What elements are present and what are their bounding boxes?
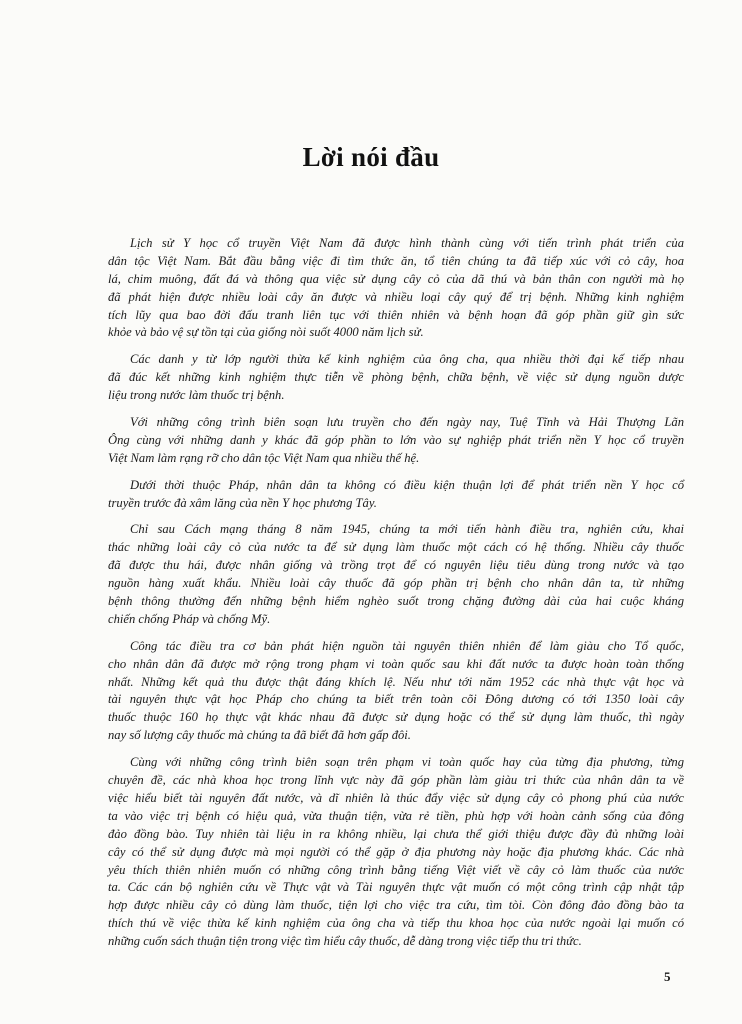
text-line: chiến chống Pháp và chống Mỹ. (108, 611, 271, 626)
text-line: nhất. Những kết quả thu được thật đáng khích lệ. Nếu như tới năm 1952 các nhà thực vật học và (108, 674, 684, 689)
text-line: thích thú về việc thừa kế kinh nghiệm của ông cha và tiếp thu khoa học của nước ngoài lại muốn có (108, 916, 684, 931)
text-line: liệu trong nước làm thuốc trị bệnh. (108, 388, 285, 403)
text-line: Việt Nam làm rạng rỡ cho dân tộc Việt Nam qua nhiều thế hệ. (108, 450, 420, 465)
text-line: Dưới thời thuộc Pháp, nhân dân ta không có điều kiện thuận lợi để phát triển nền Y học cổ (130, 477, 684, 492)
paragraph (108, 638, 684, 745)
preface-body (108, 235, 684, 960)
text-line: chuyên đề, các nhà khoa học trong lĩnh vực này đã góp phần làm giàu tri thức của nhân dân ta về (108, 773, 684, 788)
text-line: Ông cùng với những danh y khác đã góp phần to lớn vào sự nghiệp phát triển nền Y học cổ truyền (108, 432, 684, 447)
text-line: truyền trước đà xâm lăng của nền Y học phương Tây. (108, 495, 377, 510)
text-line: lá, chim muông, đất đá và thông qua việc sử dụng cây cỏ của dã thú và bản thân con người mà họ (108, 271, 684, 286)
paragraph (108, 754, 684, 951)
text-line: Cùng với những công trình biên soạn trên phạm vi toàn quốc hay của từng địa phương, từng (130, 755, 684, 770)
text-line: Chỉ sau Cách mạng tháng 8 năm 1945, chúng ta mới tiến hành điều tra, nghiên cứu, khai (130, 522, 684, 537)
paragraph (108, 235, 684, 342)
text-line: Các danh y từ lớp người thừa kế kinh nghiệm của ông cha, qua nhiều thời đại kế tiếp nhau (130, 352, 684, 367)
paragraph (108, 414, 684, 468)
text-line: những cuốn sách thuận tiện trong việc tìm hiểu cây thuốc, dễ dàng trong việc tiếp thu tri thức. (108, 934, 582, 949)
paragraph (108, 521, 684, 628)
page-title: Lời nói đầu (302, 142, 440, 172)
text-line: bệnh thông thường đến những bệnh hiểm nghèo suốt trong chặng đường dài của hai cuộc kháng (108, 594, 684, 609)
text-line: Lịch sử Y học cổ truyền Việt Nam đã được hình thành cùng với tiến trình phát triển của (130, 236, 684, 250)
text-line: đã được thu hái, được nhân giống và trồng trọt để có nguyên liệu tiêu dùng trong nước và tạo (108, 558, 684, 573)
text-line: tài nguyên thực vật học Pháp cho chúng ta biết trên toàn cõi Đông dương có tới 1350 loài cây (108, 692, 684, 707)
text-line: cho nhân dân đã được mở rộng trong phạm vi toàn quốc sau khi đất nước ta được hoàn toàn thống (108, 656, 684, 671)
text-line: Công tác điều tra cơ bản phát hiện nguồn tài nguyên thiên nhiên để làm giàu cho Tổ quốc, (130, 638, 684, 653)
text-line: dân tộc Việt Nam. Bắt đầu bằng việc đi tìm thức ăn, tổ tiên chúng ta đã tiếp xúc với cỏ cây, hoa (108, 253, 684, 268)
text-line: nguồn hàng xuất khẩu. Nhiều loài cây thuốc đã góp phần trị bệnh cho nhân dân ta, từ những (108, 576, 684, 591)
text-line: đã đúc kết những kinh nghiệm thực tiễn về phòng bệnh, chữa bệnh, về việc sử dụng nguồn dược (108, 370, 684, 385)
text-line: thác những loài cây cỏ của nước ta để sử dụng làm thuốc một cách có hệ thống. Nhiều cây thuốc (108, 540, 684, 555)
text-line: tích lũy qua bao đời đấu tranh liên tục với thiên nhiên và bệnh hoạn đã góp phần giữ gìn sức (108, 307, 684, 322)
text-line: đảo đồng bào. Tuy nhiên tài liệu in ra không nhiều, lại chưa thể giới thiệu được đầy đủ những loài (108, 826, 684, 841)
text-line: ta vào việc trị bệnh có hiệu quả, vừa thuận tiện, vừa rẻ tiền, phù hợp với hoàn cảnh sống của đông (108, 808, 684, 823)
page-number: 5 (664, 969, 671, 984)
text-line: khỏe và bảo vệ sự tồn tại của giống nòi suốt 4000 năm lịch sử. (108, 325, 424, 340)
text-line: nay số lượng cây thuốc mà chúng ta đã biết đã hơn gấp đôi. (108, 728, 411, 743)
text-line: thuốc thuộc 160 họ thực vật khác nhau đã được sử dụng hoặc có thể sử dụng làm thuốc, thì ngày (108, 710, 684, 725)
text-line: hợp được nhiều cây cỏ dùng làm thuốc, tiện lợi cho việc tra cứu, tìm tòi. Còn đông đảo đồng bào ta (108, 898, 684, 913)
text-line: ta. Các cán bộ nghiên cứu về Thực vật và Tài nguyên thực vật muốn có một công trình cập nhật tập (108, 880, 684, 895)
text-line: đã phát hiện được nhiều loài cây ăn được và nhiều loại cây quý để trị bệnh. Những kinh nghiệm (108, 289, 684, 304)
text-line: yêu thích thiên nhiên muốn có những công trình bằng tiếng Việt viết về cây cỏ làm thuốc của nước (108, 862, 684, 877)
paragraph (108, 351, 684, 405)
text-line: cây có thể sử dụng được mà mọi người có thể gặp ở địa phương này hoặc địa phương khác. Các nhà (108, 844, 684, 859)
text-line: Với những công trình biên soạn lưu truyền cho đến ngày nay, Tuệ Tĩnh và Hải Thượng Lãn (130, 415, 684, 430)
paragraph (108, 477, 684, 513)
text-line: việc hiểu biết tài nguyên đất nước, và dĩ nhiên là thúc đẩy việc sử dụng cây cỏ phong phú của nước (108, 790, 684, 805)
